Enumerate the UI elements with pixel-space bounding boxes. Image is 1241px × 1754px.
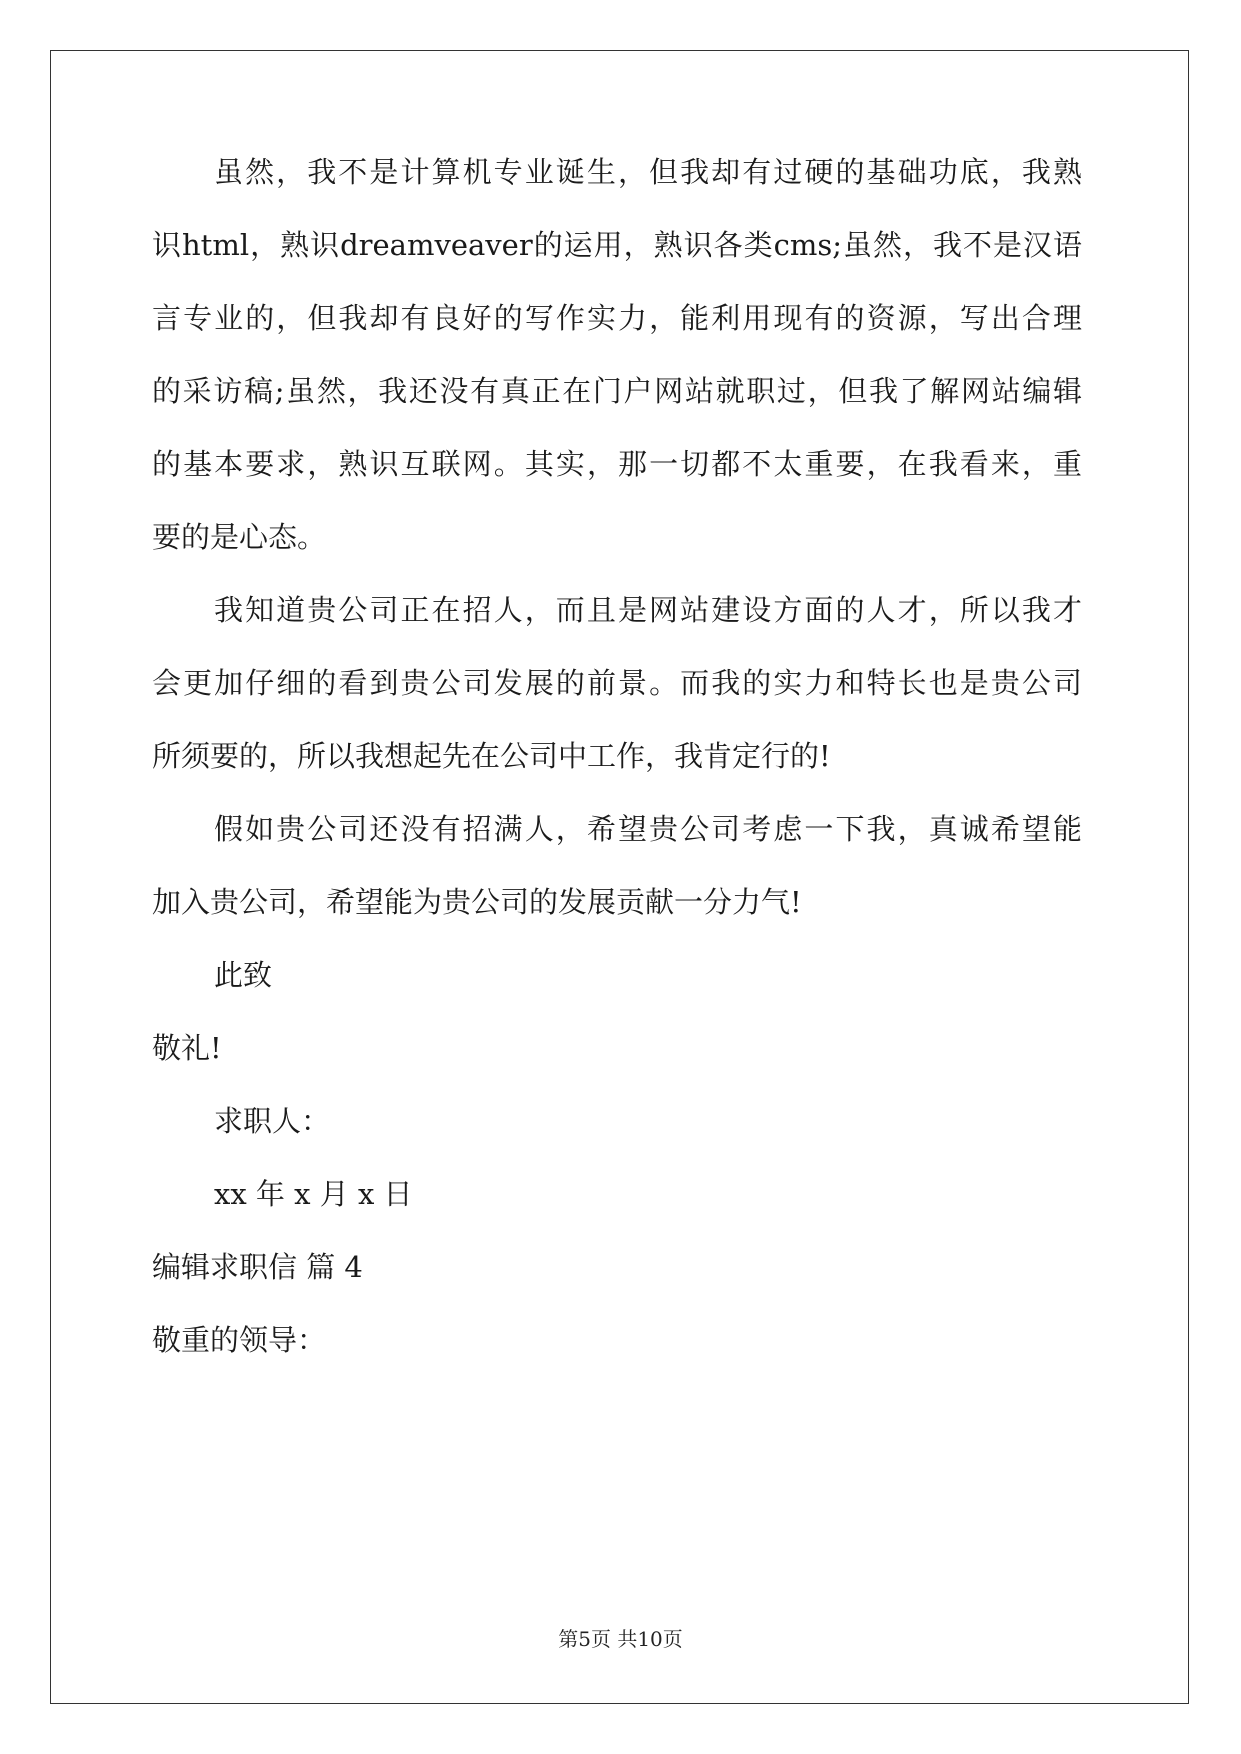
date-line: xx 年 x 月 x 日 bbox=[214, 1177, 413, 1211]
body-line-3: 言专业的，但我却有良好的写作实力，能利用现有的资源，写出合理 bbox=[152, 301, 1082, 335]
closing-salutation: 此致 bbox=[214, 958, 273, 992]
body-line-8: 会更加仔细的看到贵公司发展的前景。而我的实力和特长也是贵公司 bbox=[152, 666, 1082, 700]
body-line-10: 假如贵公司还没有招满人，希望贵公司考虑一下我，真诚希望能 bbox=[214, 812, 1082, 846]
body-line-9: 所须要的，所以我想起先在公司中工作，我肯定行的! bbox=[152, 739, 831, 773]
body-line-11: 加入贵公司，希望能为贵公司的发展贡献一分力气! bbox=[152, 885, 802, 919]
greeting-line: 敬重的领导： bbox=[152, 1323, 327, 1357]
page-number: 第5页 共10页 bbox=[558, 1627, 683, 1651]
body-line-6: 要的是心态。 bbox=[152, 520, 327, 554]
body-line-4: 的采访稿;虽然，我还没有真正在门户网站就职过，但我了解网站编辑 bbox=[152, 374, 1082, 408]
section-heading: 编辑求职信 篇 4 bbox=[152, 1250, 363, 1284]
closing-regards: 敬礼! bbox=[152, 1031, 222, 1065]
body-line-2: 识html，熟识dreamveaver的运用，熟识各类cms;虽然，我不是汉语 bbox=[152, 228, 1082, 262]
body-line-7: 我知道贵公司正在招人，而且是网站建设方面的人才，所以我才 bbox=[214, 593, 1082, 627]
body-line-1: 虽然，我不是计算机专业诞生，但我却有过硬的基础功底，我熟 bbox=[214, 155, 1082, 189]
body-line-5: 的基本要求，熟识互联网。其实，那一切都不太重要，在我看来，重 bbox=[152, 447, 1082, 481]
applicant-label: 求职人： bbox=[214, 1104, 331, 1138]
